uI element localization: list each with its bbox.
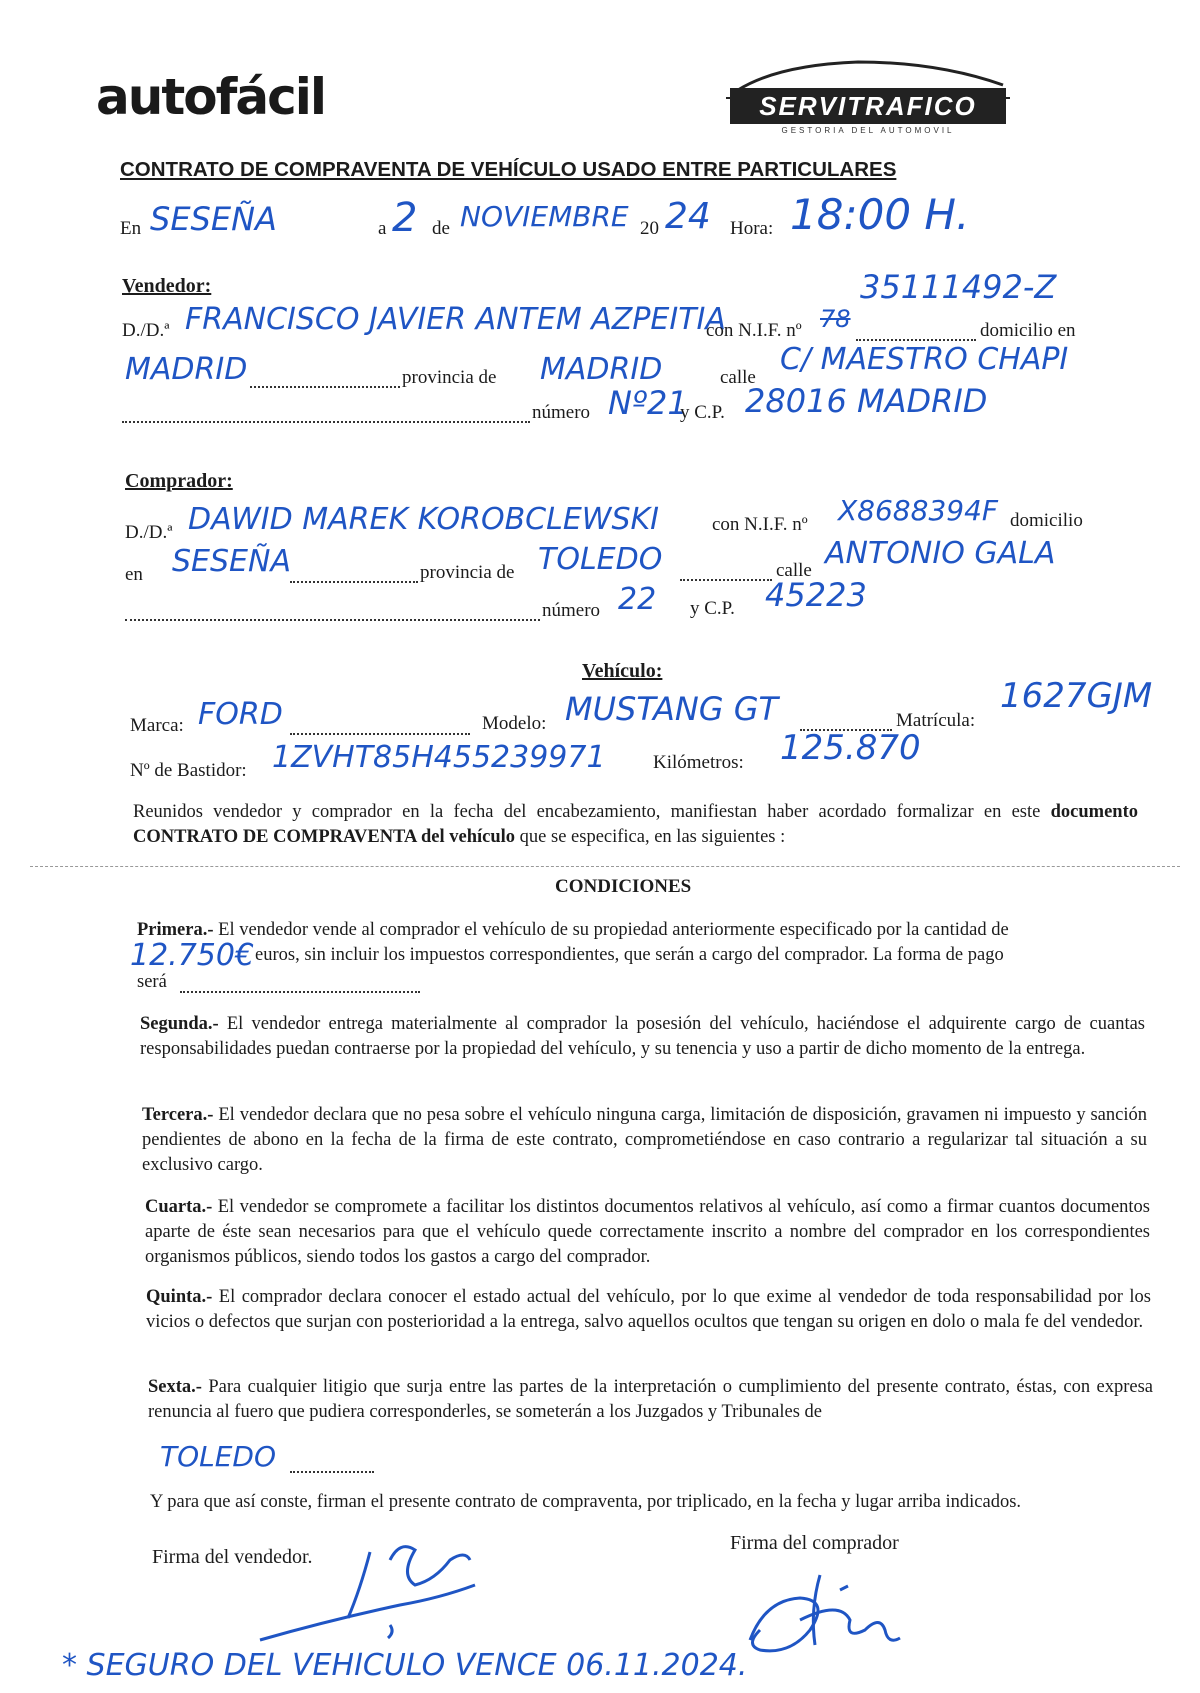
servitrafico-wordmark: SERVITRAFICO (730, 88, 1006, 124)
seller-numero-label: número (532, 402, 591, 423)
buyer-signature-label: Firma del comprador (730, 1532, 899, 1554)
autofacil-logo: autofácil (96, 68, 325, 126)
seller-signature (240, 1530, 500, 1650)
seller-city-dots (250, 385, 400, 388)
seller-city: MADRID (125, 352, 248, 387)
clause-quinta (146, 1285, 1151, 1335)
vehicle-vin: 1ZVHT85H455239971 (272, 740, 606, 775)
buyer-street: ANTONIO GALA (825, 536, 1056, 571)
segunda-text: El vendedor entrega materialmente al comprador la posesión del vehículo, haciéndose el adquirente cargo de cuantas responsabilidades puedan contraerse por la propiedad del vehículo, y su tenencia y uso a partir de dicho momento de la entrega. (140, 1014, 1146, 1059)
seller-street: C/ MAESTRO CHAPI (780, 342, 1069, 377)
seller-nif-strike: 78 (820, 305, 851, 333)
seller-signature-label: Firma del vendedor. (152, 1546, 313, 1568)
buyer-cp: 45223 (765, 576, 867, 614)
buyer-nif: X8688394F (838, 494, 998, 527)
seller-province: MADRID (540, 352, 663, 387)
modelo-label: Modelo: (482, 713, 547, 734)
seller-dd-label: D./D.ª (122, 320, 170, 341)
buyer-address-dots (125, 618, 540, 621)
scan-fold-line (30, 866, 1180, 867)
matricula-label: Matrícula: (896, 710, 976, 731)
buyer-numero-label: número (542, 600, 601, 621)
month-value: NOVIEMBRE (460, 200, 629, 233)
seller-cp: 28016 MADRID (745, 382, 988, 420)
de-label: de (432, 218, 450, 239)
cuarta-lead: Cuarta.- (145, 1197, 213, 1217)
vehicle-plate: 1627GJM (1000, 676, 1153, 716)
primera-line1: El vendedor vende al comprador el vehículo de su propiedad anteriormente especificado por la cantidad de (218, 920, 1009, 940)
seller-heading: Vendedor: (122, 275, 212, 297)
buyer-city-dots (290, 580, 418, 583)
buyer-provincia-label: provincia de (420, 562, 515, 583)
payment-dots (180, 990, 420, 993)
intro-paragraph (133, 800, 1138, 850)
insurance-footnote: * SEGURO DEL VEHICULO VENCE 06.11.2024. (62, 1648, 748, 1683)
primera-lead: Primera.- (137, 920, 214, 940)
servitrafico-subtitle: GESTORIA DEL AUTOMOVIL (781, 126, 955, 135)
tercera-lead: Tercera.- (142, 1105, 214, 1125)
clause-sexta (148, 1375, 1153, 1425)
buyer-signature (730, 1560, 910, 1670)
servitrafico-logo (718, 50, 1018, 140)
marca-label: Marca: (130, 715, 184, 736)
km-label: Kilómetros: (653, 752, 744, 773)
sexta-place: TOLEDO (160, 1440, 277, 1473)
buyer-name: DAWID MAREK KOROBCLEWSKI (188, 502, 660, 537)
buyer-city: SESEÑA (172, 544, 291, 579)
sexta-dots (290, 1470, 374, 1473)
buyer-cp-label: y C.P. (690, 598, 735, 619)
quinta-text: El comprador declara conocer el estado actual del vehículo, por lo que exime al vendedor de toda responsabilidad por los vicios o defectos que surjan con posterioridad a la entrega, salvo aquellos ocultos que tengan su origen en dolo o mala fe del vendedor. (146, 1287, 1151, 1332)
seller-nif: 35111492-Z (860, 268, 1057, 306)
seller-nif-dots (856, 338, 976, 341)
intro-part2: que se especifica, en las siguientes : (519, 827, 786, 847)
primera-amount: 12.750€ (130, 938, 255, 973)
hour-value: 18:00 H. (790, 190, 970, 239)
buyer-nif-label: con N.I.F. nº (712, 514, 808, 535)
cuarta-text: El vendedor se compromete a facilitar los distintos documentos relativos al vehículo, así como a firmar cuantos documentos aparte de éste sean necesarios para que el vehículo quede correctamente inscrito a nombre del comprador en los correspondientes organismos públicos, siendo todos los gastos a cargo del comprador. (145, 1197, 1151, 1267)
bastidor-label: Nº de Bastidor: (130, 760, 247, 781)
a-label: a (378, 218, 387, 239)
seller-calle-label: calle (720, 367, 756, 388)
seller-domicilio-label: domicilio en (980, 320, 1076, 341)
seller-number: Nº21 (608, 384, 688, 422)
brand-dots (290, 732, 470, 735)
intro-bold: documento CONTRATO DE COMPRAVENTA del vehículo (133, 802, 1139, 847)
intro-part1: Reunidos vendedor y comprador en la fecha del encabezamiento, manifiestan haber acordado formalizar en este (133, 802, 1041, 822)
contract-title: CONTRATO DE COMPRAVENTA DE VEHÍCULO USADO ENTRE PARTICULARES (120, 158, 897, 181)
tercera-text: El vendedor declara que no pesa sobre el vehículo ninguna carga, limitación de disposición, gravamen ni impuesto y sanción pendientes de abono en la fecha de la firma de este contrato, comprometiéndose en caso contrario a regularizar tal situación a su exclusivo cargo. (142, 1105, 1147, 1175)
seller-name: FRANCISCO JAVIER ANTEM AZPEITIA (185, 302, 726, 337)
day-value: 2 (392, 195, 418, 241)
clause-segunda (140, 1012, 1145, 1062)
buyer-en-label: en (125, 564, 143, 585)
quinta-lead: Quinta.- (146, 1287, 213, 1307)
closing-text: Y para que así conste, firman el presente contrato de compraventa, por triplicado, en la fecha y lugar arriba indicados. (150, 1492, 1022, 1512)
clause-primera (137, 918, 1142, 943)
seller-cp-label: y C.P. (680, 402, 725, 423)
seller-address-dots (122, 420, 530, 423)
vehicle-brand: FORD (198, 697, 283, 732)
buyer-province-dots (680, 578, 772, 581)
year-prefix: 20 (640, 218, 659, 239)
buyer-calle-label: calle (776, 560, 812, 581)
seller-nif-label: con N.I.F. nº (706, 320, 802, 341)
primera-line3: será (137, 972, 167, 992)
primera-line2: euros, sin incluir los impuestos correspondientes, que serán a cargo del comprador. La forma de pago (255, 945, 1004, 965)
year-suffix: 24 (665, 196, 711, 237)
buyer-dd-label: D./D.ª (125, 522, 173, 543)
seller-provincia-label: provincia de (402, 367, 497, 388)
segunda-lead: Segunda.- (140, 1014, 219, 1034)
hora-label: Hora: (730, 218, 774, 239)
vehicle-heading: Vehículo: (582, 660, 663, 682)
sexta-text: Para cualquier litigio que surja entre las partes de la interpretación o cumplimiento del presente contrato, éstas, con expresa renuncia al fuero que pudiera corresponderles, se someterán a los Juzgados y Tribunales de (148, 1377, 1154, 1422)
buyer-heading: Comprador: (125, 470, 233, 492)
buyer-province: TOLEDO (538, 542, 663, 577)
sexta-lead: Sexta.- (148, 1377, 202, 1397)
clause-tercera (142, 1103, 1147, 1178)
conditions-heading: CONDICIONES (555, 876, 692, 897)
en-label: En (120, 218, 142, 239)
vehicle-km: 125.870 (780, 728, 921, 768)
vehicle-model: MUSTANG GT (565, 690, 779, 728)
clause-cuarta (145, 1195, 1150, 1270)
buyer-number: 22 (618, 582, 657, 617)
place-value: SESEÑA (150, 200, 277, 238)
buyer-domicilio-label: domicilio (1010, 510, 1083, 531)
